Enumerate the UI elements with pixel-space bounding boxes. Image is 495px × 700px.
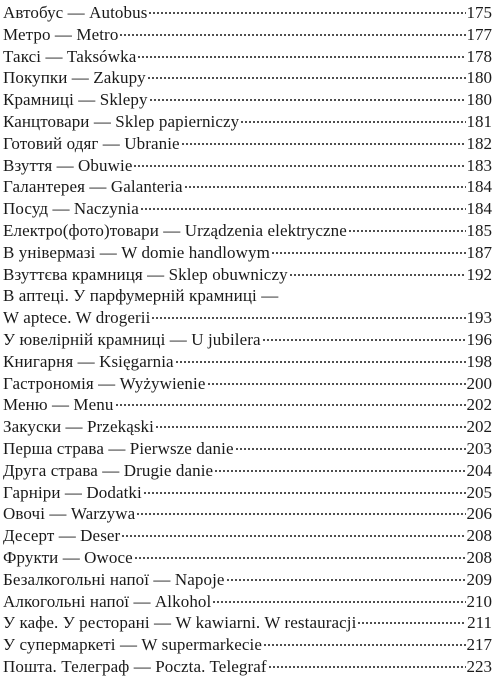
toc-page-number: 180 — [466, 68, 492, 88]
toc-entry-title: Перша страва — Pierwsze danie — [3, 438, 234, 458]
toc-entry — [3, 634, 492, 656]
toc-page-number: 204 — [466, 460, 492, 480]
toc-entry-title: Метро — Metro — [3, 24, 119, 44]
toc-page-number: 200 — [466, 373, 492, 393]
dot-leader — [214, 470, 465, 472]
toc-entry — [3, 155, 492, 177]
dot-leader — [348, 230, 466, 232]
toc-entry-title: Галантерея — Galanteria — [3, 177, 183, 197]
dot-leader — [235, 448, 466, 450]
toc-entry — [3, 373, 492, 395]
toc-entry-title-line1: В аптеці. У парфумерній крамниці — — [3, 286, 279, 306]
toc-entry-title: W aptece. W drogerii — [3, 308, 151, 328]
toc-entry-title: Крамниці — Sklepy — [3, 90, 148, 110]
toc-entry-title: Друга страва — Drugie danie — [3, 460, 214, 480]
toc-entry — [3, 503, 492, 525]
toc-entry-title: Книгарня — Księgarnia — [3, 351, 174, 371]
toc-entry — [3, 547, 492, 569]
toc-page-number: 192 — [466, 264, 492, 284]
toc-entry-title: Гастрономія — Wyżywienie — [3, 373, 206, 393]
toc-entry — [3, 46, 492, 68]
dot-leader — [143, 492, 466, 494]
toc-page-number: 184 — [466, 177, 492, 197]
toc-entry-title: Готовий одяг — Ubranie — [3, 133, 180, 153]
dot-leader — [226, 579, 466, 581]
toc-entry — [3, 656, 492, 678]
toc-entry — [3, 133, 492, 155]
dot-leader — [121, 535, 465, 537]
toc-page-number: 183 — [466, 155, 492, 175]
dot-leader — [175, 361, 466, 363]
dot-leader — [149, 99, 466, 101]
dot-leader — [184, 186, 466, 188]
dot-leader — [240, 121, 465, 123]
toc-page-number: 185 — [466, 220, 492, 240]
toc-page-number: 208 — [466, 547, 492, 567]
toc-entry — [3, 329, 492, 351]
toc-page-number: 177 — [466, 24, 492, 44]
toc-entry-title: Автобус — Autobus — [3, 3, 148, 22]
dot-leader — [289, 274, 466, 276]
toc-page-number: 202 — [466, 417, 492, 437]
toc-entry-title: У супермаркеті — W supermarkecie — [3, 635, 263, 655]
toc-page-number: 206 — [466, 504, 492, 524]
dot-leader — [140, 208, 466, 210]
dot-leader — [262, 339, 466, 341]
toc-entry — [3, 351, 492, 373]
toc-entry — [3, 482, 492, 504]
toc-entry — [3, 264, 492, 286]
dot-leader — [357, 622, 466, 624]
toc-entry — [3, 525, 492, 547]
toc-entry — [3, 198, 492, 220]
toc-entry-title: Овочі — Warzywa — [3, 504, 136, 524]
table-of-contents — [3, 2, 492, 678]
toc-page-number: 181 — [466, 111, 492, 131]
toc-page-number: 203 — [466, 438, 492, 458]
toc-entry — [3, 89, 492, 111]
dot-leader — [207, 383, 466, 385]
toc-entry-title: Канцтовари — Sklep papierniczy — [3, 111, 240, 131]
toc-page-number: 210 — [466, 591, 492, 611]
toc-entry — [3, 220, 492, 242]
dot-leader — [134, 557, 466, 559]
toc-entry — [3, 438, 492, 460]
dot-leader — [137, 56, 465, 58]
toc-entry — [3, 460, 492, 482]
toc-entry-title: Гарніри — Dodatki — [3, 482, 142, 502]
toc-entry-title: Електро(фото)товари — Urządzenia elektryczne — [3, 220, 347, 240]
toc-page-number: 205 — [466, 482, 492, 502]
dot-leader — [147, 77, 466, 79]
dot-leader — [148, 12, 465, 14]
toc-entry — [3, 394, 492, 416]
toc-entry-title: У кафе. У ресторані — W kawiarni. W restauracji — [3, 613, 357, 633]
toc-entry-title: Меню — Menu — [3, 395, 114, 415]
toc-entry — [3, 591, 492, 613]
toc-entry — [3, 569, 492, 591]
toc-entry-title: Десерт — Deser — [3, 526, 121, 546]
toc-entry — [3, 2, 492, 24]
toc-page-number: 196 — [466, 329, 492, 349]
toc-entry-title: Фрукти — Owoce — [3, 547, 133, 567]
toc-page-number: 208 — [466, 526, 492, 546]
toc-entry — [3, 612, 492, 634]
dot-leader — [115, 404, 466, 406]
toc-page-number: 209 — [466, 569, 492, 589]
toc-entry — [3, 24, 492, 46]
toc-page-number: 178 — [466, 46, 492, 66]
toc-page-number: 223 — [466, 656, 492, 676]
toc-entry-title: Посуд — Naczynia — [3, 199, 139, 219]
toc-entry-title: Взуття — Obuwie — [3, 155, 133, 175]
toc-entry-title: Покупки — Zakupy — [3, 68, 146, 88]
toc-page-number: 187 — [466, 242, 492, 262]
dot-leader — [136, 513, 465, 515]
toc-entry-title: Взуттєва крамниця — Sklep obuwniczy — [3, 264, 288, 284]
dot-leader — [212, 601, 465, 603]
dot-leader — [119, 34, 465, 36]
toc-page-number: 184 — [466, 199, 492, 219]
toc-entry — [3, 307, 492, 329]
toc-entry-title: У ювелірній крамниці — U jubilera — [3, 329, 261, 349]
toc-entry-title: Таксі — Taksówka — [3, 46, 137, 66]
dot-leader — [271, 252, 466, 254]
dot-leader — [133, 165, 465, 167]
toc-page-number: 180 — [466, 90, 492, 110]
dot-leader — [181, 143, 466, 145]
toc-entry-title: Пошта. Телеграф — Poczta. Telegraf — [3, 656, 267, 676]
toc-page-number: 198 — [466, 351, 492, 371]
toc-page-number: 211 — [467, 613, 492, 633]
toc-page-number: 217 — [466, 635, 492, 655]
toc-entry-wrapped-line — [3, 285, 492, 307]
toc-entry — [3, 67, 492, 89]
toc-page-number: 193 — [466, 308, 492, 328]
dot-leader — [155, 426, 466, 428]
dot-leader — [151, 317, 465, 319]
toc-page-number: 175 — [466, 3, 492, 22]
toc-entry — [3, 176, 492, 198]
toc-entry-title: В універмазі — W domie handlowym — [3, 242, 270, 262]
toc-entry-title: Алкогольні напої — Alkohol — [3, 591, 212, 611]
toc-page-number: 182 — [466, 133, 492, 153]
dot-leader — [268, 666, 466, 668]
toc-page-number: 202 — [466, 395, 492, 415]
toc-entry-title: Закуски — Przekąski — [3, 417, 154, 437]
toc-entry — [3, 416, 492, 438]
toc-entry — [3, 242, 492, 264]
dot-leader — [263, 644, 465, 646]
toc-entry-title: Безалкогольні напої — Napoje — [3, 569, 225, 589]
toc-entry — [3, 111, 492, 133]
